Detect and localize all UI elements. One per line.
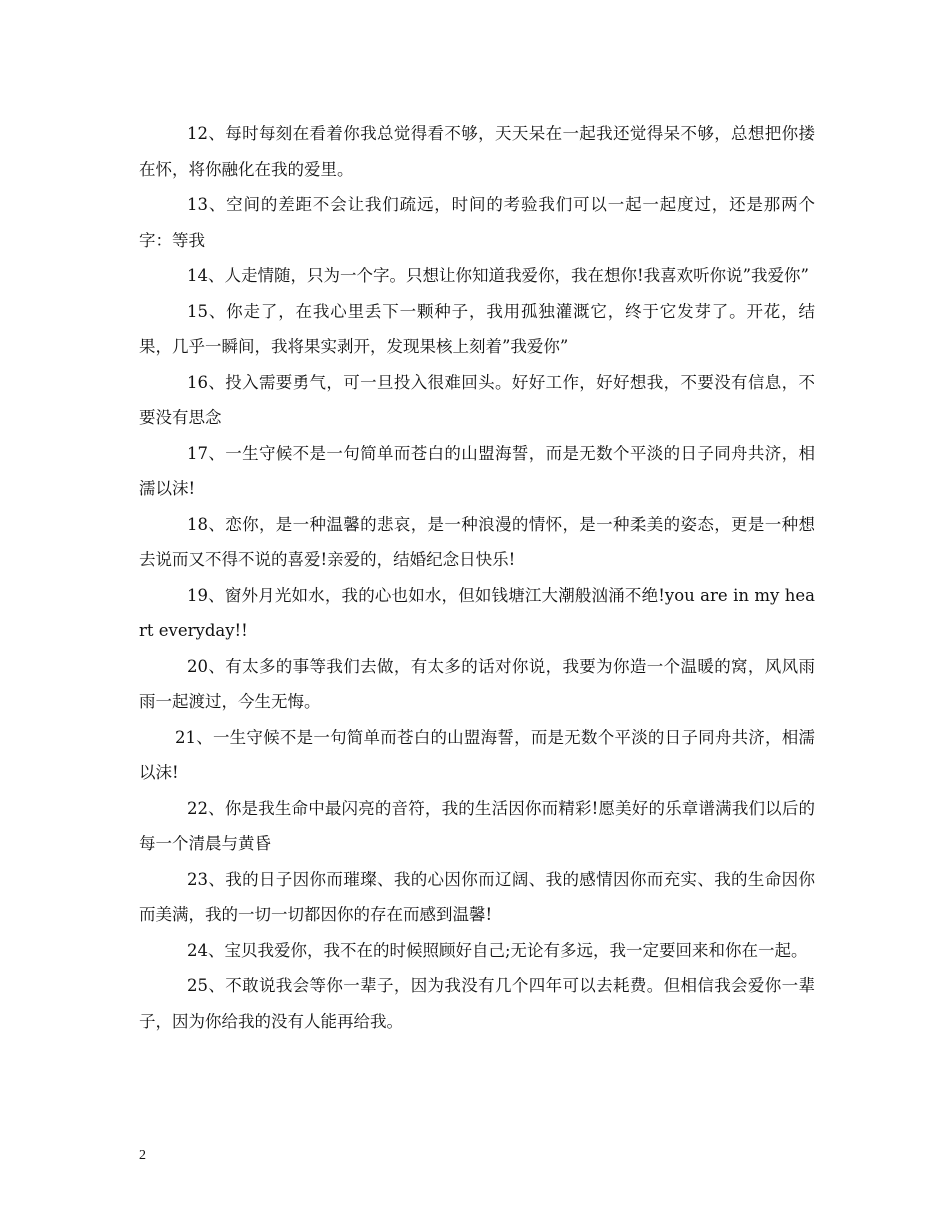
paragraph-15: 15、你走了，在我心里丢下一颗种子，我用孤独灌溉它，终于它发芽了。开花，结果，几乎一瞬间，我将果实剥开，发现果核上刻着”我爱你” [139, 301, 815, 356]
paragraph-20: 20、有太多的事等我们去做，有太多的话对你说，我要为你造一个温暖的窝，风风雨雨一起渡过，今生无悔。 [139, 656, 815, 711]
page-number: 2 [139, 1148, 146, 1163]
paragraph-14: 14、人走情随，只为一个字。只想让你知道我爱你，我在想你!我喜欢听你说”我爱你” [187, 266, 809, 285]
paragraph-21: 21、一生守候不是一句简单而苍白的山盟海誓，而是无数个平淡的日子同舟共济，相濡以沫! [139, 727, 815, 782]
paragraph-18: 18、恋你，是一种温馨的悲哀，是一种浪漫的情怀，是一种柔美的姿态，更是一种想去说而又不得不说的喜爱!亲爱的，结婚纪念日快乐! [139, 514, 815, 569]
paragraph-23: 23、我的日子因你而璀璨、我的心因你而辽阔、我的感情因你而充实、我的生命因你而美满，我的一切一切都因你的存在而感到温馨! [139, 869, 815, 924]
document-body [139, 116, 815, 1039]
paragraph-17: 17、一生守候不是一句简单而苍白的山盟海誓，而是无数个平淡的日子同舟共济，相濡以沫! [139, 443, 815, 498]
paragraph-12: 12、每时每刻在看着你我总觉得看不够，天天呆在一起我还觉得呆不够，总想把你搂在怀，将你融化在我的爱里。 [139, 124, 815, 179]
paragraph-13: 13、空间的差距不会让我们疏远，时间的考验我们可以一起一起度过，还是那两个字：等我 [139, 195, 815, 250]
paragraph-24: 24、宝贝我爱你，我不在的时候照顾好自己;无论有多远，我一定要回来和你在一起。 [187, 940, 808, 960]
paragraph-22: 22、你是我生命中最闪亮的音符，我的生活因你而精彩!愿美好的乐章谱满我们以后的每一个清晨与黄昏 [139, 798, 815, 853]
paragraph-16: 16、投入需要勇气，可一旦投入很难回头。好好工作，好好想我，不要没有信息，不要没有思念 [139, 372, 815, 427]
paragraph-19: 19、窗外月光如水，我的心也如水，但如钱塘江大潮般汹涌不绝!you are in my heart everyday!! [139, 585, 815, 640]
paragraph-25: 25、不敢说我会等你一辈子，因为我没有几个四年可以去耗费。但相信我会爱你一辈子，因为你给我的没有人能再给我。 [139, 976, 815, 1031]
